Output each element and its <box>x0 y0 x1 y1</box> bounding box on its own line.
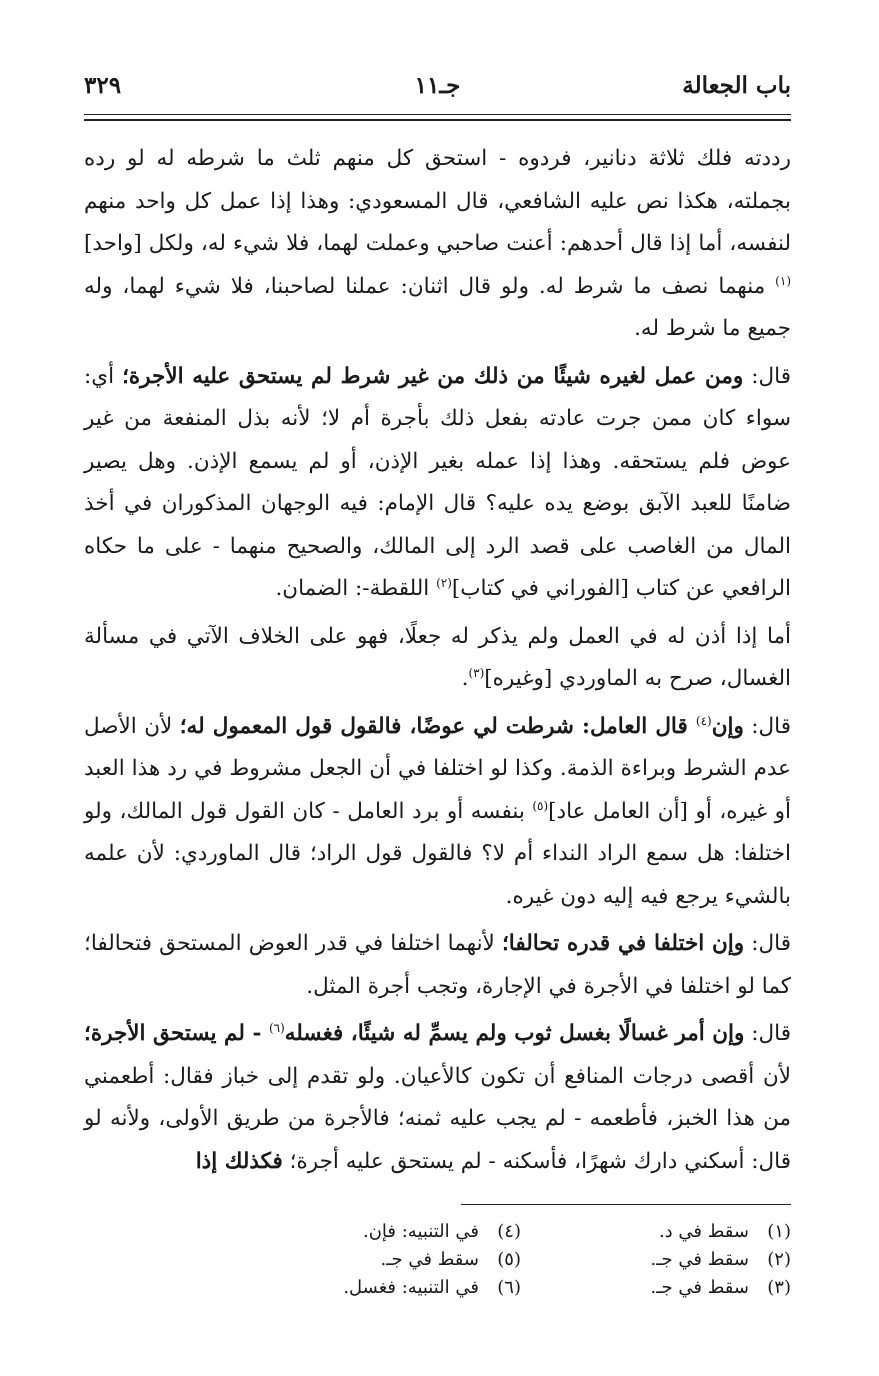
footnote-number: (٢) <box>767 1249 791 1270</box>
footnote-item <box>491 1246 791 1274</box>
bold-matn: وإن اختلفا في قدره تحالفا؛ <box>501 931 745 956</box>
volume-label: جـ١١ <box>414 72 461 99</box>
footnote-ref[interactable]: (٢) <box>436 575 452 590</box>
footnote-separator <box>461 1204 791 1205</box>
bold-matn: وإن <box>711 713 744 739</box>
text-run: أما إذا أذن له في العمل ولم يذكر له جعلًا، فهو على الخلاف الآتي في مسألة الغسال، صرح به الماوردي [وغيره] <box>84 623 791 691</box>
text-run: أي: سواء كان ممن جرت عادته بفعل ذلك بأجرة أم لا؛ لأنه بذل المنفعة من غير عوض فلم يستحقه. وهذا إذا عمله بغير الإذن، أو لم يسمع الإذن. وهل يصير ضامنًا للعبد الآبق بوضع يده عليه؟ قال الإمام: فيه الوجهان المذكوران في أخذ المال من الغاصب على قصد الرد إلى المالك، والصحيح منهما - على ما حكاه الرافعي عن كتاب [الفوراني في كتاب] <box>84 363 791 601</box>
text-run: لأن الأصل عدم الشرط وبراءة الذمة. وكذا لو اختلفا في أن الجعل مشروط في رد هذا العبد أو غيره، أو [أن العامل عاد] <box>84 713 791 824</box>
text-run: قال: <box>743 363 791 389</box>
paragraph-4 <box>84 706 791 919</box>
main-text <box>84 138 791 1183</box>
footnote-ref[interactable]: (٤) <box>695 713 712 728</box>
footnote-column <box>221 1218 521 1302</box>
footnote-ref[interactable]: (٥) <box>532 798 549 813</box>
bold-matn: فكذلك إذا <box>195 1148 283 1174</box>
footnote-item <box>221 1274 521 1302</box>
footnote-item <box>221 1246 521 1274</box>
footnote-number: (١) <box>767 1221 791 1242</box>
text-run: بنفسه أو برد العامل - كان القول قول المالك، ولو اختلفا: هل سمع الراد النداء أم لا؟ فالقول قول الراد؛ قال الماوردي: لأن علمه بالشيء يرجع فيه إليه دون غيره. <box>84 798 791 909</box>
footnote-text: سقط في جـ. <box>380 1249 479 1270</box>
text-run: منهما نصف ما شرط له. ولو قال اثنان: عملنا لصاحبنا، فلا شيء لهما، وله جميع ما شرط له. <box>84 273 791 341</box>
text-run: . <box>461 666 469 691</box>
footnote-number: (٦) <box>497 1277 521 1298</box>
footnote-item <box>491 1218 791 1246</box>
footnote-text: في التنبيه: فإن. <box>362 1221 479 1242</box>
footnote-ref[interactable]: (٣) <box>468 665 485 680</box>
text-run: رددته فلك ثلاثة دنانير، فردوه - استحق كل منهم ثلث ما شرطه له لو رده بجملته، هكذا نص عليه الشافعي، قال المسعودي: وهذا إذا عمل كل واحد منهم لنفسه، أما إذا قال أحدهم: أعنت صاحبي وعملت لهما، فلا شيء له، ولكل [واحد] <box>84 146 791 256</box>
text-run: اللقطة-: الضمان. <box>275 576 437 601</box>
footnote-column <box>491 1218 791 1302</box>
footnote-ref[interactable]: (٦) <box>268 1020 285 1035</box>
footnote-number: (٣) <box>767 1277 791 1298</box>
paragraph-2 <box>84 356 791 611</box>
footnote-text: سقط في د. <box>658 1221 749 1242</box>
running-header <box>84 72 791 112</box>
paragraph-1 <box>84 138 791 351</box>
paragraph-5 <box>84 923 791 1008</box>
footnote-item <box>221 1218 521 1246</box>
bold-matn: وإن أمر غسالًا بغسل ثوب ولم يسمِّ له شيئًا، فغسله <box>284 1021 745 1046</box>
footnote-text: سقط في جـ. <box>650 1277 749 1298</box>
footnote-number: (٤) <box>497 1221 521 1242</box>
text-run: قال: <box>743 713 791 739</box>
footnote-text: في التنبيه: فغسل. <box>343 1277 479 1298</box>
text-run: لأنهما اختلفا في قدر العوض المستحق فتحالفا؛ كما لو اختلفا في الأجرة في الإجارة، وتجب أجرة المثل. <box>84 931 791 999</box>
bold-matn: ومن عمل لغيره شيئًا من ذلك من غير شرط لم يستحق عليه الأجرة؛ <box>122 363 744 389</box>
header-rule-thin <box>84 114 791 115</box>
bold-matn: قال العامل: شرطت لي عوضًا، فالقول قول المعمول له؛ <box>179 713 696 739</box>
chapter-title: باب الجعالة <box>682 72 791 99</box>
footnote-ref[interactable]: (١) <box>775 273 791 288</box>
header-rule-thick <box>84 119 791 121</box>
footnote-text: سقط في جـ. <box>650 1249 749 1270</box>
footnote-item <box>491 1274 791 1302</box>
page-number: ٣٢٩ <box>84 72 122 99</box>
text-run: لأن أقصى درجات المنافع أن تكون كالأعيان. ولو تقدم إلى خباز فقال: أطعمني من هذا الخبز، فأطعمه - لم يجب عليه ثمنه؛ فالأجرة من طريق الأولى، ولأنه لو قال: أسكني دارك شهرًا، فأسكنه - لم يستحق عليه أجرة؛ <box>84 1063 791 1174</box>
bold-matn: - لم يستحق الأجرة؛ <box>84 1021 269 1046</box>
paragraph-3 <box>84 616 791 701</box>
text-run: قال: <box>744 1021 792 1046</box>
footnote-number: (٥) <box>497 1249 521 1270</box>
paragraph-6 <box>84 1013 791 1183</box>
text-run: قال: <box>744 931 791 956</box>
